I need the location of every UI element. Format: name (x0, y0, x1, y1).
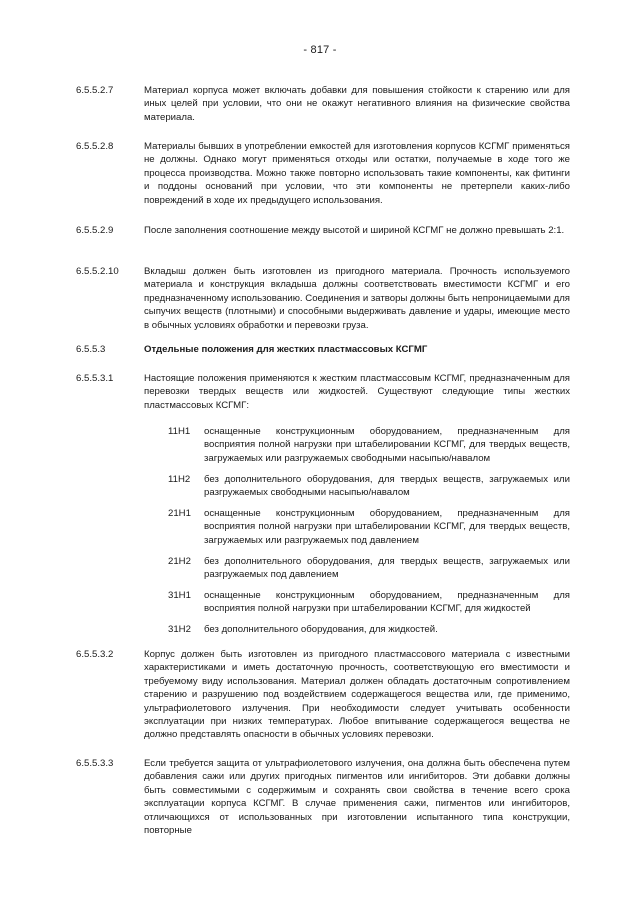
paragraph-text: Материалы бывших в употреблении емкостей для изготовления корпусов КСГМГ применяться не должны. Однако могут применяться отходы или остатки, получаемые в ходе того же процесса производства. Можно также повторно использовать такие компоненты, как фитинги и поддоны оснований при условии, что эти компоненты не претерпели каких-либо повреждений в ходе их предыдущего использования. (144, 141, 570, 206)
ibc-type-item (168, 555, 570, 582)
paragraph-text: Корпус должен быть изготовлен из пригодного пластмассового материала с известными характеристиками и иметь достаточную прочность, соответствующую его вместимости и требуемому виду использования. Материал должен обладать достаточным сопротивлением старению и разрушению под воздействием содержащегося вещества или, где применимо, ультрафиолетового излучения. При необходимости следует учитывать особенности эксплуатации при низких температурах. Любое впитывание содержащегося вещества не должно представлять опасности в обычных условиях перевозки. (144, 649, 570, 741)
paragraph-number: 6.5.5.2.7 (76, 85, 114, 96)
paragraph-6-5-5-2-7 (76, 84, 570, 124)
ibc-type-item (168, 589, 570, 616)
ibc-type-item (168, 473, 570, 500)
paragraph-6-5-5-2-10 (76, 265, 570, 332)
ibc-type-description: оснащенные конструкционным оборудованием, предназначенным для восприятия полной нагрузки при штабелировании КСГМГ, для твердых веществ, загружаемых или разгружаемых под давлением (204, 508, 570, 546)
ibc-type-item (168, 623, 570, 636)
ibc-type-description: без дополнительного оборудования, для твердых веществ, загружаемых или разгружаемых под давлением (204, 556, 570, 581)
paragraph-text: Материал корпуса может включать добавки для повышения стойкости к старению или для иных целей при условии, что они не окажут негативного влияния на физические свойства материала. (144, 85, 570, 123)
ibc-type-description: без дополнительного оборудования, для твердых веществ, загружаемых или разгружаемых свободными насыпью/навалом (204, 474, 570, 499)
paragraph-6-5-5-2-8 (76, 140, 570, 207)
paragraph-number: 6.5.5.2.9 (76, 225, 114, 236)
section-number: 6.5.5.3 (76, 344, 106, 355)
paragraph-6-5-5-3-1 (76, 372, 570, 412)
paragraph-number: 6.5.5.2.10 (76, 266, 119, 277)
paragraph-6-5-5-3-2 (76, 648, 570, 742)
paragraph-number: 6.5.5.3.2 (76, 649, 114, 660)
ibc-type-item (168, 425, 570, 465)
ibc-type-code: 21H1 (168, 508, 191, 519)
ibc-type-item (168, 507, 570, 547)
paragraph-6-5-5-2-9 (76, 224, 570, 237)
paragraph-number: 6.5.5.2.8 (76, 141, 114, 152)
section-heading-6-5-5-3 (76, 343, 570, 356)
ibc-type-code: 11H1 (168, 426, 191, 437)
ibc-type-code: 31H2 (168, 624, 191, 635)
ibc-type-code: 21H2 (168, 556, 191, 567)
page-number: - 817 - (303, 44, 337, 56)
ibc-type-description: оснащенные конструкционным оборудованием, предназначенным для восприятия полной нагрузки при штабелировании КСГМГ, для твердых веществ, загружаемых или разгружаемых свободными насыпью/навалом (204, 426, 570, 464)
paragraph-text: Если требуется защита от ультрафиолетового излучения, она должна быть обеспечена путем добавления сажи или других пригодных пигментов или ингибиторов. Эти добавки должны быть совместимыми с содержимым и сохранять свои свойства в течение всего срока эксплуатации корпуса КСГМГ. В случае применения сажи, пигментов или ингибиторов, отличающихся от использованных при изготовлении испытанного типа конструкции, повторные (144, 758, 570, 837)
paragraph-number: 6.5.5.3.1 (76, 373, 114, 384)
paragraph-number: 6.5.5.3.3 (76, 758, 114, 769)
paragraph-text: Вкладыш должен быть изготовлен из пригодного материала. Прочность используемого материала и конструкция вкладыша должны соответствовать вместимости КСГМГ и его предназначенному использованию. Соединения и затворы должны быть непроницаемыми для сыпучих веществ (плотными) и способными выдерживать давление и удары, имеющие место в обычных условиях обработки и перевозки груза. (144, 266, 570, 331)
ibc-type-description: оснащенные конструкционным оборудованием, предназначенным для восприятия полной нагрузки при штабелировании КСГМГ, для жидкостей (204, 590, 570, 615)
ibc-type-description: без дополнительного оборудования, для жидкостей. (204, 624, 438, 635)
paragraph-text: После заполнения соотношение между высотой и шириной КСГМГ не должно превышать 2:1. (144, 225, 565, 236)
ibc-type-code: 31H1 (168, 590, 191, 601)
ibc-type-code: 11H2 (168, 474, 191, 485)
section-title: Отдельные положения для жестких пластмассовых КСГМГ (144, 344, 428, 355)
paragraph-6-5-5-3-3 (76, 757, 570, 837)
paragraph-text: Настоящие положения применяются к жестким пластмассовым КСГМГ, предназначенным для перевозки твердых веществ или жидкостей. Существуют следующие типы жестких пластмассовых КСГМГ: (144, 373, 570, 411)
